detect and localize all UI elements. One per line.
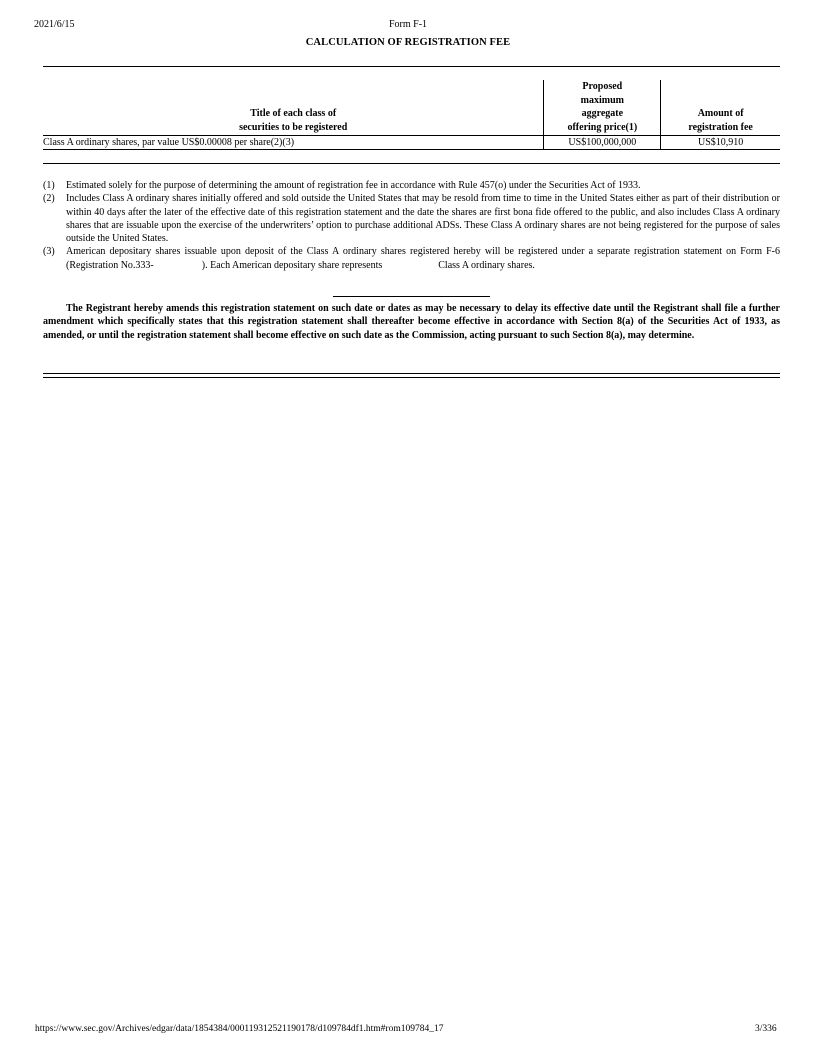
bottom-double-rule-lower xyxy=(43,377,780,378)
footnote xyxy=(43,245,780,272)
table-cell-amount: US$10,910 xyxy=(661,136,780,150)
footnote-number: (3) xyxy=(43,246,55,258)
footnote-text-part: American depositary shares issuable upon deposit of the Class A ordinary shares registered hereby will be registered under a separate registration statement on Form F-6 (Registration No.333- xyxy=(66,246,780,271)
table-header-row xyxy=(43,80,780,136)
footnote-text xyxy=(66,245,780,272)
column-header-title-line: securities to be registered xyxy=(239,121,348,133)
column-header-price-line: Proposed xyxy=(582,81,623,92)
column-header-amount-line: Amount of xyxy=(697,108,744,119)
column-header-price-line: offering price(1) xyxy=(567,121,638,133)
footnote-text-part: ). Each American depositary share represents xyxy=(201,259,383,271)
table-row xyxy=(43,136,780,150)
footer-url: https://www.sec.gov/Archives/edgar/data/1854384/000119312521190178/d109784df1.htm#rom109784_17 xyxy=(35,1024,444,1034)
column-header-amount xyxy=(661,80,780,136)
column-header-title xyxy=(43,80,544,136)
footnote xyxy=(43,192,780,245)
header-form-name: Form F-1 xyxy=(388,19,428,30)
header-date: 2021/6/15 xyxy=(34,19,75,30)
column-header-price xyxy=(544,80,661,136)
registration-fee-table xyxy=(43,80,780,150)
column-header-price-line: aggregate xyxy=(581,108,624,119)
footnote-number: (2) xyxy=(43,193,55,205)
table-cell-title: Class A ordinary shares, par value US$0.00008 per share(2)(3) xyxy=(43,136,544,150)
section-divider xyxy=(333,296,490,297)
footnotes xyxy=(43,179,780,272)
column-header-amount-line: registration fee xyxy=(688,121,753,133)
delaying-amendment-legend: The Registrant hereby amends this registration statement on such date or dates as may be necessary to delay its effective date until the Registrant shall file a further amendment which specifically states that this registration statement shall thereafter become effective in accordance with Section 8(a) of the Securities Act of 1933, as amended, or until the registration statement shall become effective on such date as the Commission, acting pursuant to such Section 8(a), may determine. xyxy=(43,303,780,341)
footnote-text: Includes Class A ordinary shares initially offered and sold outside the United States that may be resold from time to time in the United States either as part of their distribution or within 40 days after the later of the effective date of this registration statement and the date the shares are first bona fide offered to the public, and also includes Class A ordinary shares that are issuable upon the exercise of the underwriters’ option to purchase additional ADSs. These Class A ordinary shares are not being registered for the purpose of sales outside the United States. xyxy=(66,193,780,245)
bottom-double-rule-upper xyxy=(43,373,780,374)
footer-page-number: 3/336 xyxy=(755,1024,777,1034)
footnote-number: (1) xyxy=(43,180,55,191)
footnote-text-part: Class A ordinary shares. xyxy=(438,259,535,271)
table-cell-price: US$100,000,000 xyxy=(544,136,661,150)
top-rule xyxy=(43,66,780,67)
column-header-price-line: maximum xyxy=(580,94,624,106)
footnote-text: Estimated solely for the purpose of determining the amount of registration fee in accordance with Rule 457(o) under the Securities Act of 1933. xyxy=(66,180,641,191)
page-title: CALCULATION OF REGISTRATION FEE xyxy=(305,37,511,48)
table-bottom-rule xyxy=(43,163,780,164)
column-header-title-line: Title of each class of xyxy=(250,108,337,119)
footnote xyxy=(43,179,780,192)
